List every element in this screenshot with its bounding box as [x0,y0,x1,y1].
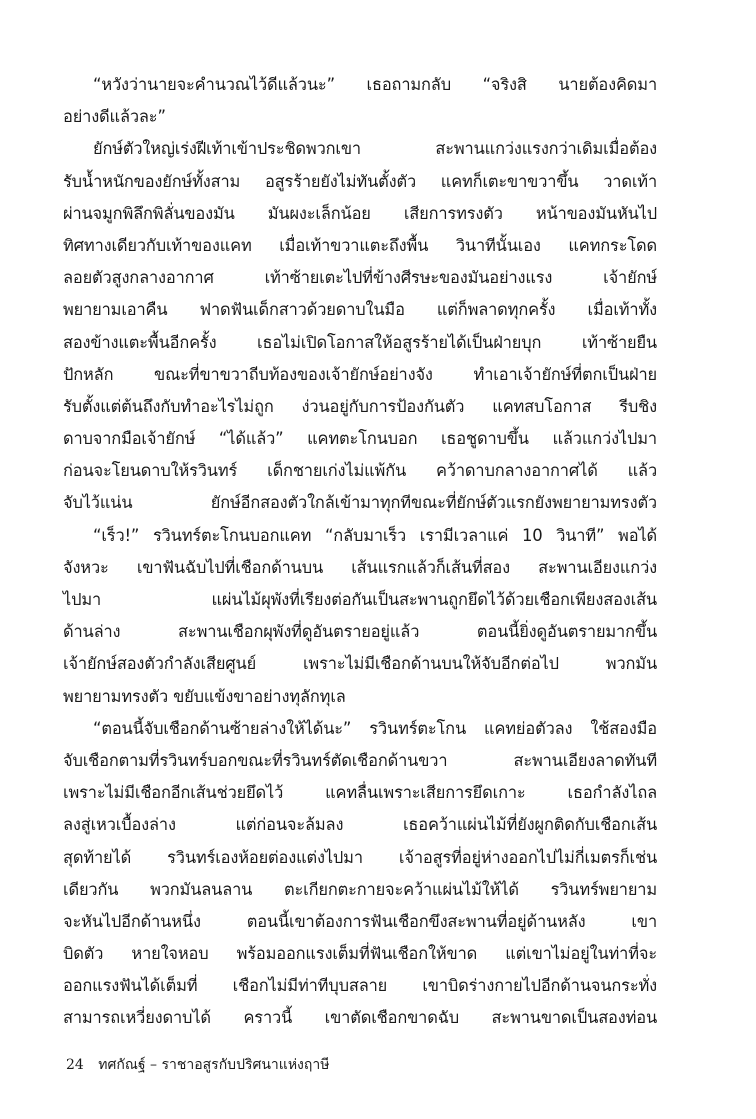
text-line: พยายามเอาคืน ฟาดฟันเด็กสาวด้วยดาบในมือ แต่ก็พลาดทุกครั้ง เมื่อเท้าทั้ง [63,300,657,320]
text-line: จับไว้แน่น ยักษ์อีกสองตัวใกล้เข้ามาทุกทีขณะที่ยักษ์ตัวแรกยังพยายามทรงตัว [63,493,657,513]
text-line: รับน้ำหนักของยักษ์ทั้งสาม อสูรร้ายยังไม่ทันตั้งตัว แคทก็เตะขาขวาขึ้น วาดเท้า [63,171,657,191]
text-line: พยายามทรงตัว ขยับแข้งขาอย่างทุลักทุเล [63,686,346,706]
text-line: รับตั้งแต่ต้นถึงกับทำอะไรไม่ถูก ง่วนอยู่กับการป้องกันตัว แคทสบโอกาส รีบชิง [63,396,657,416]
text-line: ก่อนจะโยนดาบให้รวินทร์ เด็กชายเก่งไม่แพ้กัน คว้าดาบกลางอากาศได้ แล้ว [63,461,657,481]
text-line: จับเชือกตามที่รวินทร์บอกขณะที่รวินทร์ตัดเชือกด้านขวา สะพานเอียงลาดทันที [63,750,657,770]
text-line: ด้านล่าง สะพานเชือกผุพังที่ดูอันตรายอยู่แล้ว ตอนนี้ยิ่งดูอันตรายมากขึ้น [63,622,657,642]
text-line: จะหันไปอีกด้านหนึ่ง ตอนนี้เขาต้องการฟันเชือกขึงสะพานที่อยู่ด้านหลัง เขา [63,911,657,931]
text-line: ไปมา แผ่นไม้ผุพังที่เรียงต่อกันเป็นสะพานถูกยึดไว้ด้วยเชือกเพียงสองเส้น [63,590,657,609]
page-footer [66,1054,329,1076]
text-line: เจ้ายักษ์สองตัวกำลังเสียศูนย์ เพราะไม่มีเชือกด้านบนให้จับอีกต่อไป พวกมัน [63,654,657,674]
text-line: สุดท้ายได้ รวินทร์เองห้อยต่องแต่งไปมา เจ้าอสูรที่อยู่ห่างออกไปไม่กี่เมตรก็เช่น [63,847,657,867]
running-title: ทศกัณฐ์ – ราชาอสูรกับปริศนาแห่งฤาษี [98,1057,330,1073]
text-line: สามารถเหวี่ยงดาบได้ คราวนี้ เขาตัดเชือกขาดฉับ สะพานขาดเป็นสองท่อน [63,1008,657,1028]
text-line: เดียวกัน พวกมันลนลาน ตะเกียกตะกายจะคว้าแผ่นไม้ให้ได้ รวินทร์พยายาม [63,879,657,899]
text-line: อย่างดีแล้วละ” [63,107,166,127]
text-line: บิดตัว หายใจหอบ พร้อมออกแรงเต็มที่ฟันเชือกให้ขาด แต่เขาไม่อยู่ในท่าที่จะ [63,944,657,964]
text-line: ลงสู่เหวเบื้องล่าง แต่ก่อนจะล้มลง เธอคว้าแผ่นไม้ที่ยังผูกติดกับเชือกเส้น [63,815,657,835]
text-line: สองข้างแตะพื้นอีกครั้ง เธอไม่เปิดโอกาสให้อสูรร้ายได้เป็นฝ่ายบุก เท้าซ้ายยืน [63,332,657,352]
text-line: ปักหลัก ขณะที่ขาขวาถีบท้องของเจ้ายักษ์อย่างจัง ทำเอาเจ้ายักษ์ที่ตกเป็นฝ่าย [63,364,657,384]
text-line: ดาบจากมือเจ้ายักษ์ “ได้แล้ว” แคทตะโกนบอก เธอชูดาบขึ้น แล้วแกว่งไปมา [63,429,657,449]
text-line: ทิศทางเดียวกับเท้าของแคท เมื่อเท้าขวาแตะถึงพื้น วินาทีนั้นเอง แคทกระโดด [63,235,657,255]
text-line: ออกแรงฟันได้เต็มที่ เชือกไม่มีท่าทีบุบสลาย เขาบิดร่างกายไปอีกด้านจนกระทั่ง [63,976,657,996]
text-line: “เร็ว!” รวินทร์ตะโกนบอกแคท “กลับมาเร็ว เรามีเวลาแค่ 10 วินาที” พอได้ [93,525,657,545]
text-line: ยักษ์ตัวใหญ่เร่งฝีเท้าเข้าประชิดพวกเขา สะพานแกว่งแรงกว่าเดิมเมื่อต้อง [93,139,657,159]
text-line: “ตอนนี้จับเชือกด้านซ้ายล่างให้ได้นะ” รวินทร์ตะโกน แคทย่อตัวลง ใช้สองมือ [93,718,657,738]
text-line: ลอยตัวสูงกลางอากาศ เท้าซ้ายเตะไปที่ข้างศีรษะของมันอย่างแรง เจ้ายักษ์ [63,268,657,288]
page-number: 24 [66,1057,84,1073]
text-line: ผ่านจมูกพิลึกพิลั่นของมัน มันผงะเล็กน้อย เสียการทรงตัว หน้าของมันหันไป [63,203,657,223]
text-line: จังหวะ เขาฟันฉับไปที่เชือกด้านบน เส้นแรกแล้วก็เส้นที่สอง สะพานเอียงแกว่ง [63,557,657,577]
text-line: “หวังว่านายจะคำนวณไว้ดีแล้วนะ” เธอถามกลับ “จริงสิ นายต้องคิดมา [93,75,657,94]
text-line: เพราะไม่มีเชือกอีกเส้นช่วยยึดไว้ แคทลื่นเพราะเสียการยึดเกาะ เธอกำลังไถล [63,783,657,803]
body-text [63,69,657,1035]
